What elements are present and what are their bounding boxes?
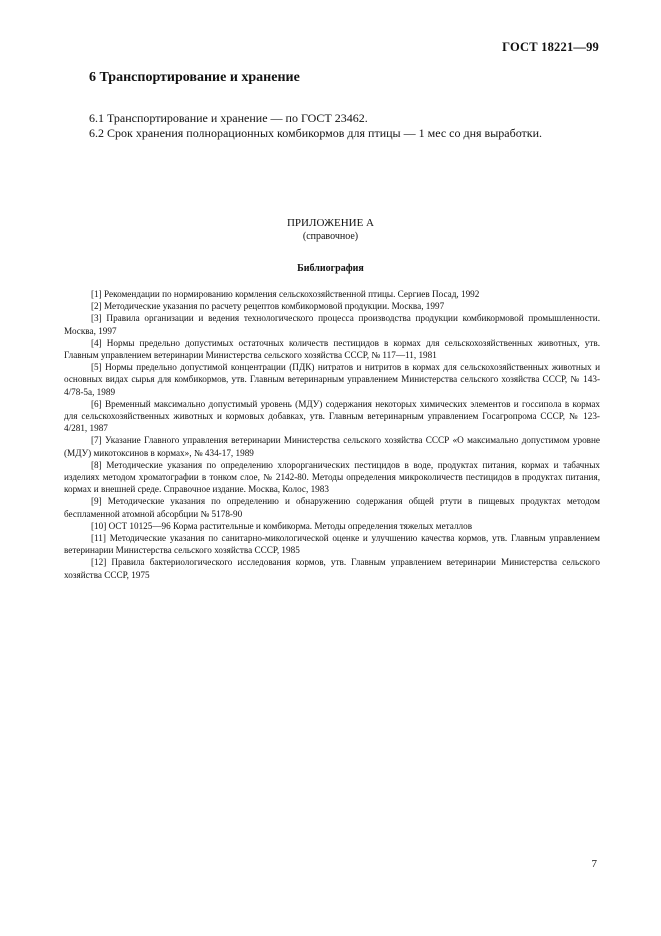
bibliography-title: Библиография (297, 263, 364, 274)
bibliography-entry: [6] Временный максимально допустимый уровень (МДУ) содержания некоторых химических элементов и госсипола в кормах для сельскохозяйственных животных и кормовых добавках, утв. Главным ветеринарным управлением Госагропрома СССР, № 123-4/281, 1987 (64, 398, 600, 434)
bibliography-entry: [7] Указание Главного управления ветеринарии Министерства сельского хозяйства СССР «О максимально допустимом уровне (МДУ) микотоксинов в кормах», № 434-17, 1989 (64, 435, 600, 458)
clause-6-1: 6.1 Транспортирование и хранение — по ГОСТ 23462. (89, 111, 368, 125)
page-number: 7 (591, 858, 597, 870)
bibliography-list (64, 288, 600, 581)
section-title: 6 Транспортирование и хранение (89, 70, 300, 85)
bibliography-entry: [12] Правила бактериологического исследования кормов, утв. Главным управлением ветеринарии Министерства сельского хозяйства СССР, 1975 (64, 557, 600, 580)
bibliography-entry: [4] Нормы предельно допустимых остаточных количеств пестицидов в кормах для сельскохозяйственных животных, утв. Главным управлением ветеринарии Министерства сельского хозяйства СССР, № 117—11, 1981 (64, 337, 600, 361)
clause-6-2: 6.2 Срок хранения полнорационных комбикормов для птицы — 1 мес со дня выработки. (89, 126, 543, 140)
bibliography-entry: [5] Нормы предельно допустимой концентрации (ПДК) нитратов и нитритов в кормах для сельскохозяйственных животных и основных видах сырья для комбикормов, утв. Главным ветеринарным управлением Министерства сельского хозяйства СССР, № 143-4/78-5а, 1989 (64, 362, 600, 397)
bibliography-entry: [9] Методические указания по определению и обнаружению содержания общей ртути в пищевых продуктах методом беспламенной атомной абсорбции № 5178-90 (64, 496, 600, 519)
appendix-title: ПРИЛОЖЕНИЕ А (286, 217, 374, 229)
document-header-code: ГОСТ 18221—99 (502, 40, 599, 54)
bibliography-entry: [3] Правила организации и ведения технологического процесса производства продукции комбикормовой промышленности. Москва, 1997 (64, 313, 600, 336)
bibliography-entry: [11] Методические указания по санитарно-микологической оценке и улучшению качества кормов, утв. Главным управлением ветеринарии Министерства сельского хозяйства СССР, 1985 (64, 533, 600, 556)
appendix-note: (справочное) (302, 231, 359, 242)
bibliography-entry: [1] Рекомендации по нормированию кормления сельскохозяйственной птицы. Сергиев Посад, 1992 (91, 289, 480, 299)
bibliography-entry: [10] ОСТ 10125—96 Корма растительные и комбикорма. Методы определения тяжелых металлов (91, 520, 473, 531)
bibliography-entry: [8] Методические указания по определению хлорорганических пестицидов в воде, продуктах питания, кормах и табачных изделиях методом хроматографии в тонком слое, № 2142-80. Методы определения микроколичеств пестицидов в продуктах питания, кормах и внешней среде. Справочное издание. Москва, Колос, 1983 (64, 459, 600, 495)
appendix-heading (0, 217, 661, 243)
section-clauses (89, 111, 609, 141)
bibliography-entry: [2] Методические указания по расчету рецептов комбикормовой продукции. Москва, 1997 (91, 301, 445, 312)
